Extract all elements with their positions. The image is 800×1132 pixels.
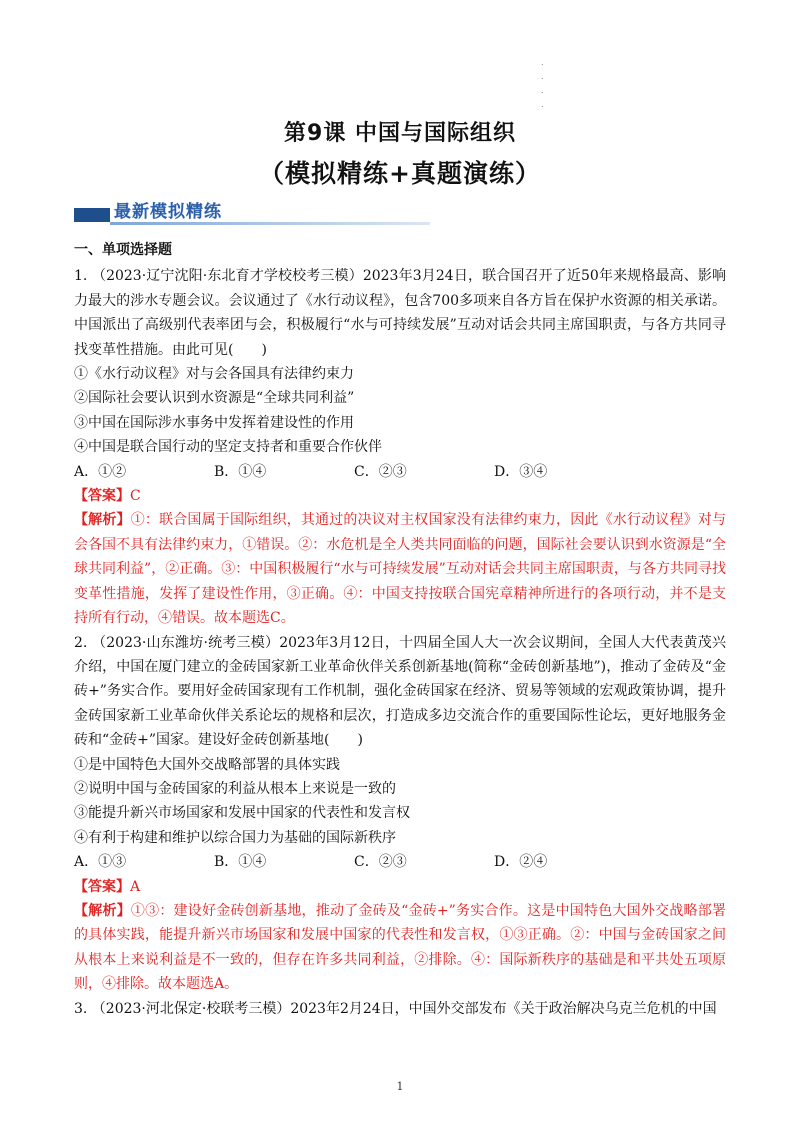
answer-line (74, 484, 726, 508)
answer-choices (74, 850, 726, 874)
section-banner (74, 200, 434, 228)
statement-option: ④中国是联合国行动的坚定支持者和重要合作伙伴 (74, 439, 382, 456)
choice-d: D．②④ (494, 854, 548, 871)
dot: . (541, 100, 544, 109)
dot: . (541, 86, 544, 95)
analysis-text: ①③：建设好金砖创新基地，推动了金砖及“金砖+”务实合作。这是中国特色大国外交战略部署的具体实践，能提升新兴市场国家和发展中国家的代表性和发言权，①③正确。②：中国与金砖国家之间从根本上来说利益是不一致的，但存在许多共同利益，②排除。④：国际新秩序的基础是和平共处五项原则，④排除。故本题选A。 (74, 902, 727, 993)
answer-value: A (130, 878, 141, 895)
dot: . (541, 58, 544, 67)
question-stem: 1. （2023·辽宁沈阳·东北育才学校校考三模）2023年3月24日，联合国召开了近50年来规格最高、影响力最大的涉水专题会议。会议通过了《水行动议程》，包含700多项来自各方旨在保护水资源的相关承诺。中国派出了高级别代表率团与会，积极履行“水与可持续发展”互动对话会共同主席国职责，与各方共同寻找变革性措施。由此可见( ) (74, 268, 726, 358)
section-heading: 一、单项选择题 (74, 242, 172, 258)
choice-a: A．①② (74, 463, 127, 480)
question-2 (74, 631, 726, 997)
answer-tag: 【答案】 (74, 488, 130, 505)
banner-bar (74, 208, 110, 222)
choice-d: D．③④ (494, 463, 548, 480)
answer-choices (74, 460, 726, 484)
answer-value: C (130, 488, 141, 505)
content-body (74, 238, 726, 1021)
analysis-block (74, 508, 726, 630)
question-1 (74, 264, 726, 630)
statement-option: ④有利于构建和维护以综合国力为基础的国际新秩序 (74, 829, 396, 846)
choice-c: C．②③ (354, 854, 407, 871)
statement-option: ③中国在国际涉水事务中发挥着建设性的作用 (74, 414, 354, 431)
analysis-block (74, 899, 726, 997)
statement-option: ②说明中国与金砖国家的利益从根本上来说是一致的 (74, 780, 396, 797)
analysis-tag: 【解析】 (74, 512, 131, 529)
banner-title: 最新模拟精练 (114, 202, 222, 222)
statement-option: ①《水行动议程》对与会各国具有法律约束力 (74, 366, 354, 383)
choice-b: B．①④ (214, 854, 267, 871)
page-number: 1 (396, 1080, 404, 1093)
corner-dots (541, 56, 545, 112)
dot: . (541, 72, 544, 81)
analysis-text: ①：联合国属于国际组织，其通过的决议对主权国家没有法律约束力，因此《水行动议程》对与会各国不具有法律约束力，①错误。②：水危机是全人类共同面临的问题，国际社会要认识到水资源是“全球共同利益”，②正确。③：中国积极履行“水与可持续发展”互动对话会共同主席国职责，与各方共同寻找变革性措施，发挥了建设性作用，③正确。④：中国支持按联合国宪章精神所进行的各项行动，并不是支持所有行动，④错误。故本题选C。 (74, 512, 727, 627)
answer-line (74, 875, 726, 899)
lesson-title: 第9课 中国与国际组织 (284, 121, 516, 146)
choice-c: C．②③ (354, 463, 407, 480)
statement-option: ②国际社会要认识到水资源是“全球共同利益” (74, 390, 355, 407)
lesson-subtitle: （模拟精练+真题演练） (259, 159, 541, 188)
statement-option: ①是中国特色大国外交战略部署的具体实践 (74, 756, 340, 773)
choice-b: B．①④ (214, 463, 267, 480)
statement-option: ③能提升新兴市场国家和发展中国家的代表性和发言权 (74, 805, 410, 822)
answer-tag: 【答案】 (74, 878, 130, 895)
question-stem: 2. （2023·山东潍坊·统考三模）2023年3月12日，十四届全国人大一次会议期间，全国人大代表黄茂兴介绍，中国在厦门建立的金砖国家新工业革命伙伴关系创新基地(简称“金砖创新基地”)，推动了金砖及“金砖+”务实合作。要用好金砖国家现有工作机制，强化金砖国家在经济、贸易等领域的宏观政策协调，提升金砖国家新工业革命伙伴关系论坛的规格和层次，打造成多边交流合作的重要国际性论坛，更好地服务金砖和“金砖+”国家。建设好金砖创新基地( ) (74, 634, 726, 749)
choice-a: A．①③ (74, 854, 127, 871)
question-3-stem: 3. （2023·河北保定·校联考三模）2023年2月24日，中国外交部发布《关于政治解决乌克兰危机的中国 (74, 1000, 717, 1017)
analysis-tag: 【解析】 (74, 902, 131, 919)
